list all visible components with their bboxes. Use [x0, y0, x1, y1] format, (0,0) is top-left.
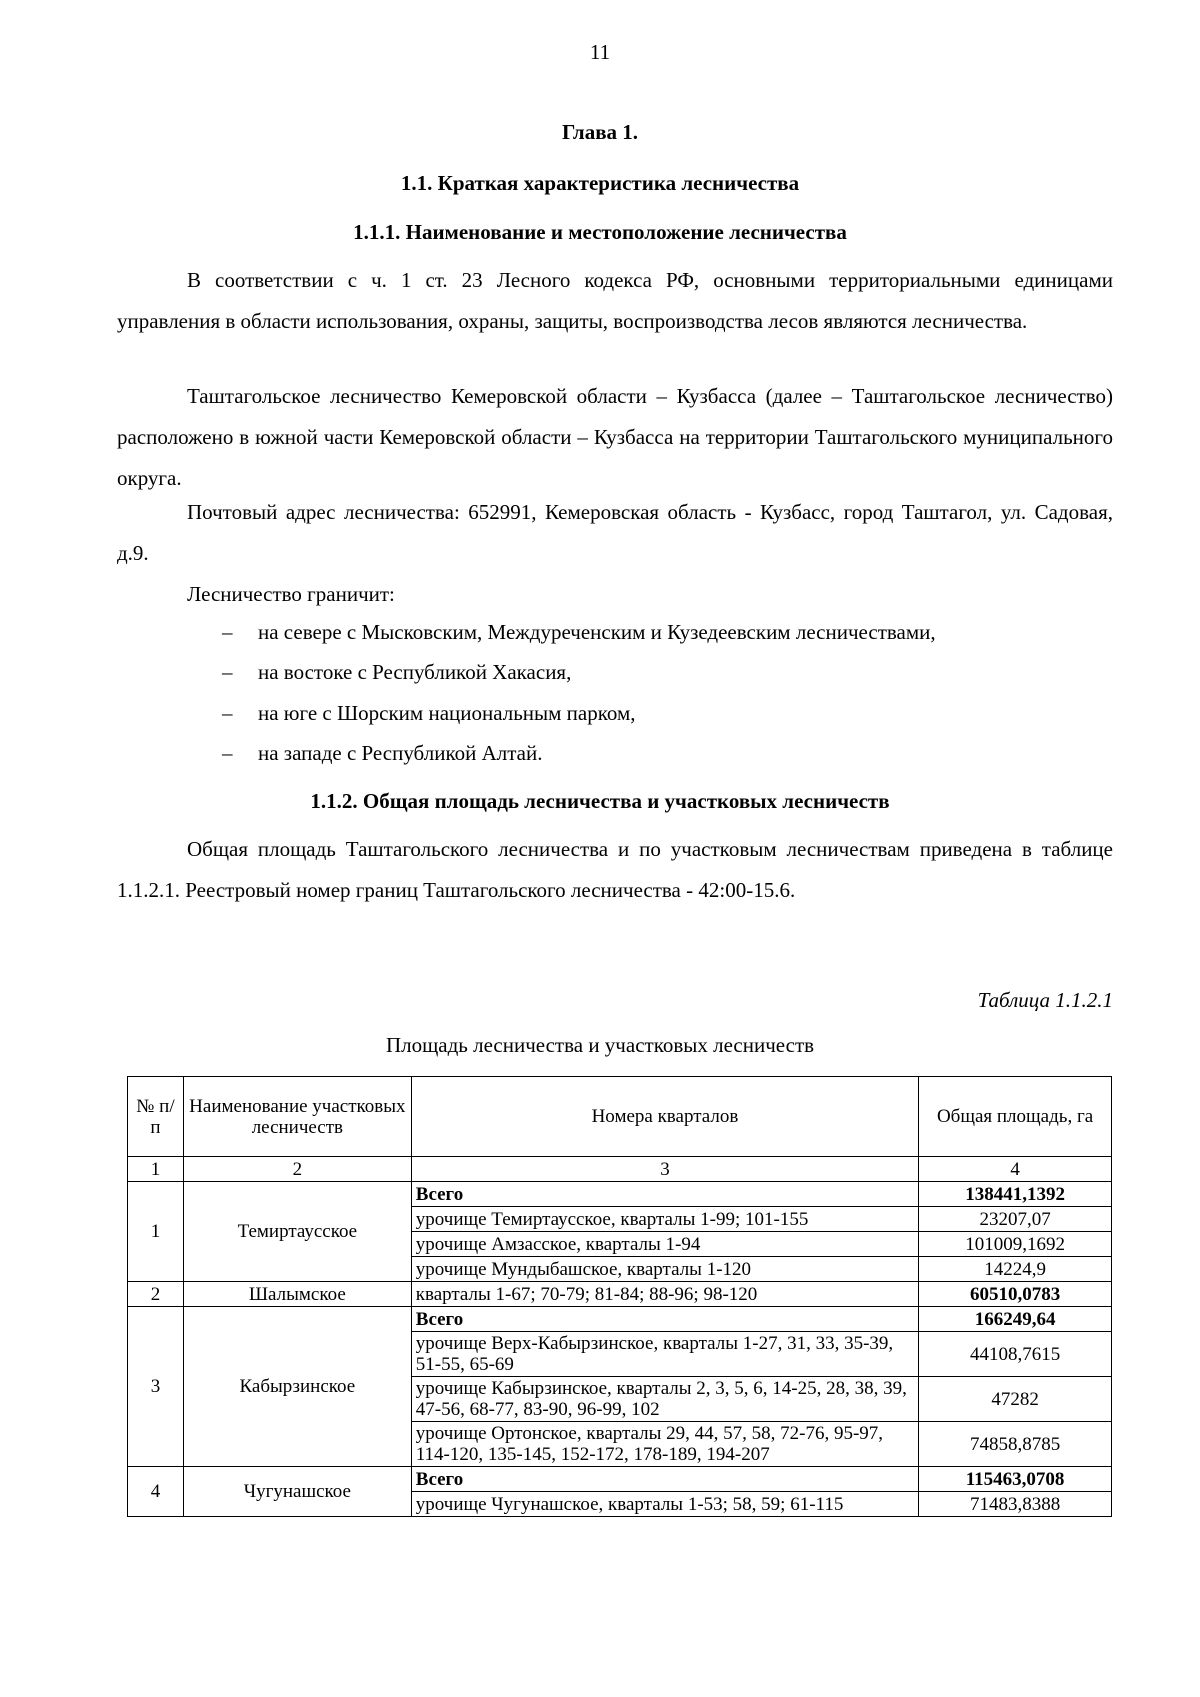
table-row — [128, 1307, 1112, 1332]
page-number: 11 — [589, 40, 611, 64]
table-row — [128, 1182, 1112, 1207]
quarters-cell: урочище Верх-Кабырзинское, кварталы 1-27, 31, 33, 35-39, 51-55, 65-69 — [411, 1332, 918, 1377]
row-number: 2 — [128, 1282, 184, 1307]
forestry-name: Кабырзинское — [183, 1307, 411, 1467]
header-cell-quarters: Номера кварталов — [411, 1077, 918, 1157]
row-number: 1 — [128, 1182, 184, 1282]
area-cell: 101009,1692 — [919, 1232, 1112, 1257]
column-number: 3 — [411, 1157, 918, 1182]
forestry-name: Чугунашское — [183, 1467, 411, 1517]
table-row — [128, 1282, 1112, 1307]
paragraph-forest-code: В соответствии с ч. 1 ст. 23 Лесного кодекса РФ, основными территориальными единицами управления в области использования, охраны, защиты, воспроизводства лесов являются лесничества. — [117, 268, 1113, 333]
table-row — [128, 1467, 1112, 1492]
paragraph-postal-address: Почтовый адрес лесничества: 652991, Кемеровская область - Кузбасс, город Таштагол, ул. Садовая, д.9. — [117, 500, 1113, 565]
quarters-cell: урочище Кабырзинское, кварталы 2, 3, 5, 6, 14-25, 28, 38, 39, 47-56, 68-77, 83-90, 96-99, 102 — [411, 1377, 918, 1422]
section-1-1-heading: 1.1. Краткая характеристика лесничества — [400, 171, 800, 195]
area-cell: 44108,7615 — [919, 1332, 1112, 1377]
table-number: Таблица 1.1.2.1 — [977, 988, 1113, 1012]
area-cell: 166249,64 — [919, 1307, 1112, 1332]
column-number: 1 — [128, 1157, 184, 1182]
list-item: на востоке с Республикой Хакасия, — [258, 660, 572, 684]
quarters-cell: Всего — [411, 1182, 918, 1207]
header-cell-area: Общая площадь, га — [919, 1077, 1112, 1157]
area-cell: 138441,1392 — [919, 1182, 1112, 1207]
table-caption: Площадь лесничества и участковых лесничеств — [385, 1033, 815, 1057]
quarters-cell: урочище Мундыбашское, кварталы 1-120 — [411, 1257, 918, 1282]
column-numbers-row — [128, 1157, 1112, 1182]
list-dash: – — [222, 620, 233, 644]
row-number: 4 — [128, 1467, 184, 1517]
section-1-1-1-heading: 1.1.1. Наименование и местоположение лесничества — [353, 220, 847, 244]
column-number: 4 — [919, 1157, 1112, 1182]
quarters-cell: Всего — [411, 1467, 918, 1492]
forestry-name: Шалымское — [183, 1282, 411, 1307]
list-dash: – — [222, 701, 233, 725]
header-cell-number: № п/п — [128, 1077, 184, 1157]
quarters-cell: урочище Ортонское, кварталы 29, 44, 57, 58, 72-76, 95-97, 114-120, 135-145, 152-172, 178-189, 194-207 — [411, 1422, 918, 1467]
area-cell: 23207,07 — [919, 1207, 1112, 1232]
area-cell: 115463,0708 — [919, 1467, 1112, 1492]
list-item: на севере с Мысковским, Междуреченским и Кузедеевским лесничествами, — [258, 620, 936, 644]
quarters-cell: урочище Амзасское, кварталы 1-94 — [411, 1232, 918, 1257]
header-cell-name: Наименование участковых лесничеств — [183, 1077, 411, 1157]
forestry-name: Темиртаусское — [183, 1182, 411, 1282]
section-1-1-2-heading: 1.1.2. Общая площадь лесничества и участковых лесничеств — [310, 789, 890, 813]
column-number: 2 — [183, 1157, 411, 1182]
list-dash: – — [222, 660, 233, 684]
quarters-cell: кварталы 1-67; 70-79; 81-84; 88-96; 98-120 — [411, 1282, 918, 1307]
area-cell: 71483,8388 — [919, 1492, 1112, 1517]
chapter-title: Глава 1. — [561, 120, 639, 144]
borders-intro: Лесничество граничит: — [187, 582, 395, 606]
quarters-cell: урочище Темиртаусское, кварталы 1-99; 101-155 — [411, 1207, 918, 1232]
list-item: на западе с Республикой Алтай. — [258, 741, 543, 765]
area-cell: 14224,9 — [919, 1257, 1112, 1282]
paragraph-total-area: Общая площадь Таштагольского лесничества и по участковым лесничествам приведена в таблице 1.1.2.1. Реестровый номер границ Таштагольского лесничества - 42:00-15.6. — [117, 837, 1113, 902]
area-table — [127, 1076, 1112, 1517]
row-number: 3 — [128, 1307, 184, 1467]
quarters-cell: урочище Чугунашское, кварталы 1-53; 58, 59; 61-115 — [411, 1492, 918, 1517]
paragraph-location: Таштагольское лесничество Кемеровской области – Кузбасса (далее – Таштагольское лесничество) расположено в южной части Кемеровской области – Кузбасса на территории Таштагольского муниципального округа. — [117, 384, 1113, 490]
area-cell: 74858,8785 — [919, 1422, 1112, 1467]
area-cell: 47282 — [919, 1377, 1112, 1422]
quarters-cell: Всего — [411, 1307, 918, 1332]
list-item: на юге с Шорским национальным парком, — [258, 701, 636, 725]
list-dash: – — [222, 741, 233, 765]
area-cell: 60510,0783 — [919, 1282, 1112, 1307]
table-header-row — [128, 1077, 1112, 1157]
